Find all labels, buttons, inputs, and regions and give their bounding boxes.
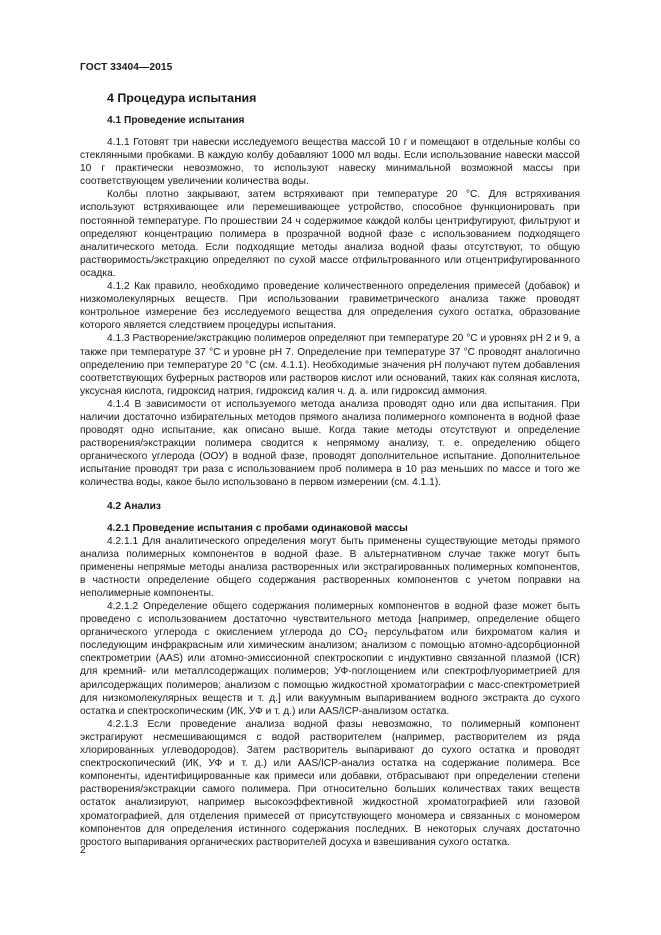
subscript-2: 2 — [363, 632, 368, 640]
paragraph-4-2-1-1: 4.2.1.1 Для аналитического определения могут быть применены существующие методы прямого анализа полимерных компонентов в водной фазе. В альтернативном случае также могут быть применены непрямые методы анализа растворенных или экстрагированных полимерных компонентов, в частности определение общего содержания растворенных компонентов с учетом поправки на неполимерные компоненты. — [80, 535, 580, 599]
paragraph-4-1-3: 4.1.3 Растворение/экстракцию полимеров определяют при температуре 20 °С и уровнях рН 2 и 9, а также при температуре 37 °С и уровне рН 7. Определение при температуре 37 °С проводят аналогично определению при температуре 20 °С (см. 4.1.1). Необходимые значения рН получают путем добавления соответствующих буферных растворов или растворов кислот или оснований, таких как соляная кислота, уксусная кислота, гидроксид натрия, гидроксид калия ч. д. а. или гидроксид аммония. — [80, 333, 580, 397]
paragraph-4-1-1-cont: Колбы плотно закрывают, затем встряхивают при температуре 20 °С. Для встряхивания используют встряхивающее или перемешивающее устройство, способное функционировать при постоянной температуре. По прошествии 24 ч содержимое каждой колбы центрифугируют, фильтруют и определяют концентрацию полимера в прозрачной водной фазе с использованием подходящего аналитического метода. Если подходящие методы анализа водной фазы отсутствуют, то общую растворимость/экстракцию определяют по сухой массе отфильтрованного или отцентрифугированного осадка. — [80, 189, 580, 279]
document-header: ГОСТ 33404—2015 — [80, 62, 173, 73]
subsection-title-4-1: 4.1 Проведение испытания — [107, 115, 245, 126]
subsection-title-4-2: 4.2 Анализ — [107, 500, 161, 512]
paragraph-4-2-1-2 — [80, 600, 580, 718]
document-body — [80, 90, 580, 849]
paragraph-4-2-1-2-part1: 4.2.1.2 Определение общего содержания полимерных компонентов в водной фазе может быть проведено с использованием достаточно чувствительного метода [например, определение общего органического углерода с окислением углерода до CO — [80, 601, 580, 639]
paragraph-4-2-1-3: 4.2.1.3 Если проведение анализа водной фазы невозможно, то полимерный компонент экстрагируют несмешивающимся с водой растворителем (например, растворителем из ряда хлорированных углеводородов). Затем растворитель выпаривают до сухого остатка и проводят спектроскопический (ИК, УФ и т. д.) или AAS/ICP-анализ остатка на содержание полимера. Все компоненты, идентифицированные как примеси или добавки, отбрасывают при определении степени растворения/экстракции самого полимера. При относительно больших количествах таких веществ остаток анализируют, например высокоэффективной жидкостной хроматографией или газовой хроматографией, для отделения примесей от присутствующего мономера и связанных с мономером компонентов для определения истинного содержания последних. В некоторых случаях достаточно простого выпаривания органических растворителей досуха и взвешивания сухого остатка. — [80, 718, 580, 848]
paragraph-4-1-2: 4.1.2 Как правило, необходимо проведение количественного определения примесей (добавок) и низкомолекулярных веществ. При использовании гравиметрического анализа также проводят контрольное измерение без исследуемого вещества для определения сухого остатка, образование которого является следствием процедуры испытания. — [80, 281, 580, 332]
paragraph-4-1-4: 4.1.4 В зависимости от используемого метода анализа проводят одно или два испытания. При наличии достаточно избирательных методов прямого анализа полимерного компонента в водной фазе проводят одно испытание, как описано выше. Когда такие методы отсутствуют и определение растворения/экстракции полимера сводится к непрямому анализу, т. е. определению общего органического углерода (ООУ) в водной фазе, проводят дополнительное испытание. Дополнительное испытание проводят три раза с использованием проб полимера в 10 раз меньших по массе и того же количества воды, какое было использовано в первом измерении (см. 4.1.1). — [80, 398, 580, 489]
paragraph-4-1-1: 4.1.1 Готовят три навески исследуемого вещества массой 10 г и помещают в отдельные колбы со стеклянными пробками. В каждую колбу добавляют 1000 мл воды. Если использование навески массой 10 г практически невозможно, то используют навеску минимальной возможной массы при соответствующем увеличении количества воды. — [80, 137, 580, 188]
section-title: 4 Процедура испытания — [107, 91, 257, 105]
paragraph-4-2-1-2-part2: персульфатом или бихроматом калия и последующим инфракрасным или химическим анализом; анализом с помощью атомно-адсорбционной спектрометрии (AAS) или атомно-эмиссионной спектроскопии с индуктивно связанной плазмой (ICR) для кремний- или металлсодержащих полимеров; УФ-поглощением или спектрофлуориметрией для арилсодержащих полимеров; анализом с помощью жидкостной хроматографии с масс-спектрометрией для низкомолекулярных веществ и т. д.] или вакуумным выпариванием водного экстракта до сухого остатка и спектроскопическим (ИК, УФ и т. д.) или AAS/ICP-анализом остатка. — [80, 627, 580, 717]
subsubsection-title-4-2-1: 4.2.1 Проведение испытания с пробами одинаковой массы — [107, 522, 408, 534]
page-number: 2 — [80, 845, 86, 856]
